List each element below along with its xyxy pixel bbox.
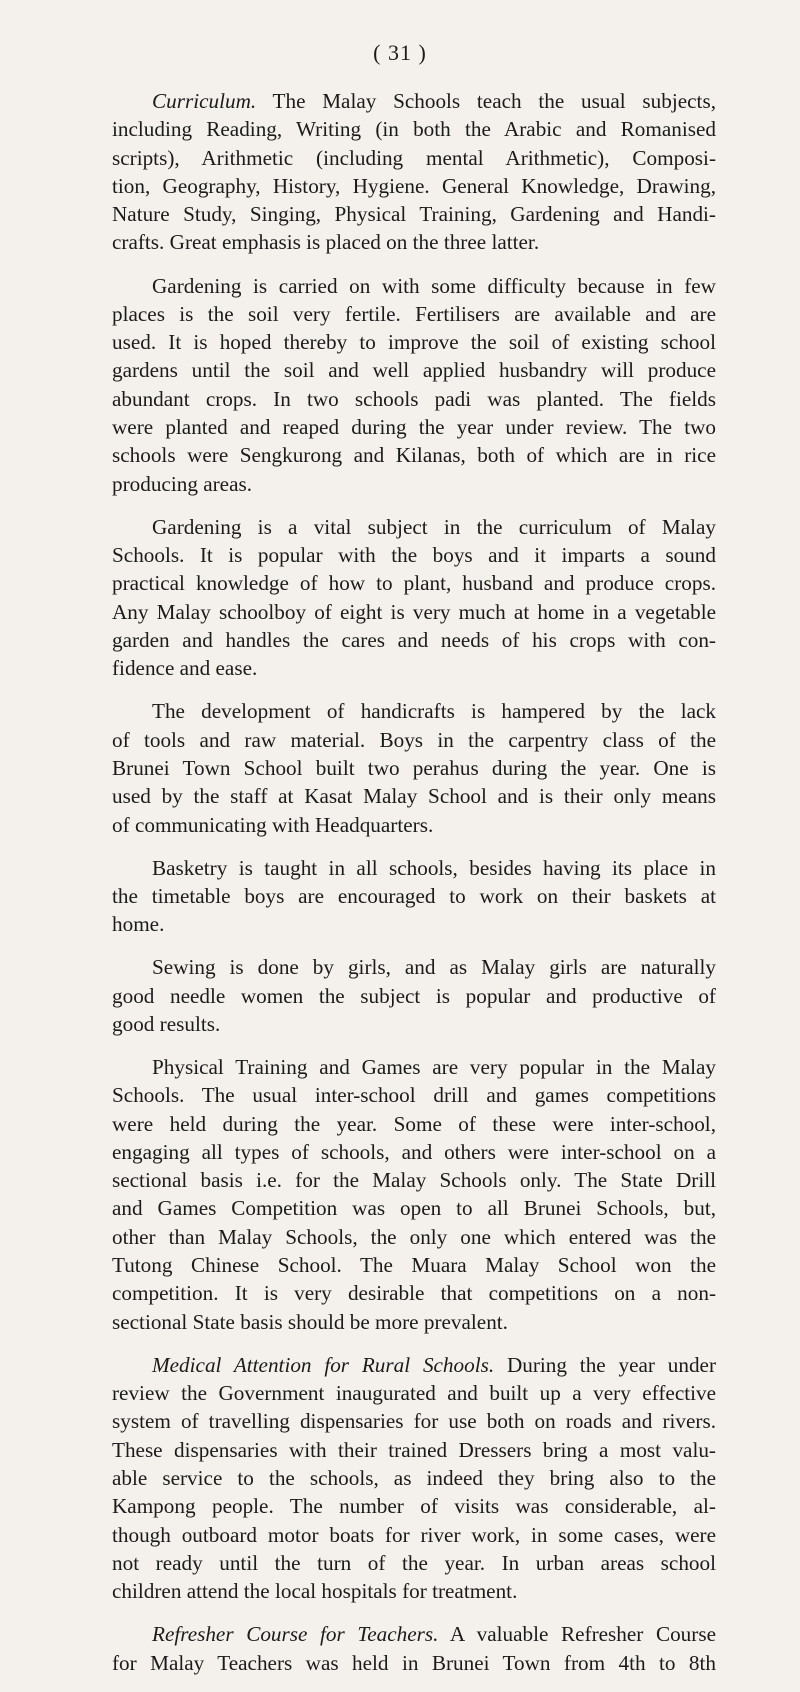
text-line	[112, 541, 716, 569]
text-line	[112, 300, 716, 328]
text-line	[112, 87, 716, 115]
text-line	[112, 115, 716, 143]
line-text: Basketry is taught in all schools, besides having its place in	[152, 855, 716, 880]
line-text: Physical Training and Games are very popular in the Malay	[152, 1054, 716, 1079]
paragraph	[112, 272, 716, 498]
line-text: including Reading, Writing (in both the Arabic and Romanised	[112, 117, 716, 142]
text-line	[112, 356, 716, 384]
line-text: Sewing is done by girls, and as Malay girls are naturally	[152, 955, 716, 980]
paragraph	[112, 513, 716, 683]
paragraph	[112, 1620, 716, 1677]
text-line	[112, 1436, 716, 1464]
line-text: crafts. Great emphasis is placed on the three latter.	[112, 230, 540, 255]
text-line	[112, 228, 716, 256]
text-line	[112, 1223, 716, 1251]
line-text: fidence and ease.	[112, 656, 258, 681]
line-text: used by the staff at Kasat Malay School and is their only means	[112, 784, 716, 809]
text-line	[112, 1464, 716, 1492]
page-number: ( 31 )	[373, 40, 427, 65]
line-text: practical knowledge of how to plant, husband and produce crops.	[112, 571, 716, 596]
text-line	[112, 1194, 716, 1222]
text-line	[112, 1351, 716, 1379]
text-line	[112, 1138, 716, 1166]
line-text: were held during the year. Some of these were inter-school,	[112, 1111, 716, 1136]
text-line	[112, 654, 716, 682]
text-line	[112, 1521, 716, 1549]
line-text: other than Malay Schools, the only one which entered was the	[112, 1224, 716, 1249]
text-line	[112, 626, 716, 654]
paragraph	[112, 87, 716, 257]
text-line	[112, 1166, 716, 1194]
line-text: of communicating with Headquarters.	[112, 812, 434, 837]
line-text: Brunei Town School built two perahus during the year. One is	[112, 755, 716, 780]
body-text	[112, 87, 716, 1692]
line-text: places is the soil very fertile. Fertilisers are available and are	[112, 301, 716, 326]
line-text: good results.	[112, 1011, 221, 1036]
paragraph-heading: Curriculum.	[152, 89, 257, 113]
text-line	[112, 272, 716, 300]
line-text: sectional basis i.e. for the Malay Schools only. The State Drill	[112, 1168, 716, 1193]
text-line	[112, 1492, 716, 1520]
text-line	[112, 1649, 716, 1677]
line-text: scripts), Arithmetic (including mental Arithmetic), Composi-	[112, 145, 716, 170]
text-line	[112, 754, 716, 782]
line-text: review the Government inaugurated and built up a very effective	[112, 1381, 716, 1406]
line-text: producing areas.	[112, 471, 253, 496]
line-text: The Malay Schools teach the usual subjects,	[256, 89, 716, 113]
line-text: not ready until the turn of the year. In urban areas school	[112, 1550, 716, 1575]
text-line	[112, 172, 716, 200]
text-line	[112, 882, 716, 910]
line-text: able service to the schools, as indeed they bring also to the	[112, 1465, 716, 1490]
line-text: Nature Study, Singing, Physical Training, Gardening and Handi-	[112, 202, 716, 227]
text-line	[112, 385, 716, 413]
line-text: sectional State basis should be more prevalent.	[112, 1309, 508, 1334]
line-text: The development of handicrafts is hampered by the lack	[152, 699, 716, 724]
line-text: tion, Geography, History, Hygiene. General Knowledge, Drawing,	[112, 173, 716, 198]
paragraph-heading: Medical Attention for Rural Schools.	[152, 1352, 495, 1377]
paragraph	[112, 1053, 716, 1336]
line-text: engaging all types of schools, and others were inter-school on a	[112, 1139, 716, 1164]
text-line	[112, 1549, 716, 1577]
text-line	[112, 854, 716, 882]
line-text: A valuable Refresher Course	[438, 1622, 716, 1647]
line-text: During the year under	[494, 1352, 717, 1377]
line-text: Tutong Chinese School. The Muara Malay School won the	[112, 1253, 716, 1278]
text-line	[112, 1379, 716, 1407]
paragraph-heading: Refresher Course for Teachers.	[152, 1622, 439, 1647]
paragraph	[112, 1351, 716, 1606]
text-line	[112, 1010, 716, 1038]
line-text: used. It is hoped thereby to improve the soil of existing school	[112, 330, 716, 355]
line-text: good needle women the subject is popular and productive of	[112, 983, 716, 1008]
line-text: Schools. It is popular with the boys and it imparts a sound	[112, 543, 716, 568]
line-text: for Malay Teachers was held in Brunei Town from 4th to 8th	[112, 1650, 716, 1675]
text-line	[112, 1251, 716, 1279]
line-text: Any Malay schoolboy of eight is very much at home in a vegetable	[112, 599, 716, 624]
line-text: and Games Competition was open to all Brunei Schools, but,	[112, 1196, 716, 1221]
text-line	[112, 144, 716, 172]
text-line	[112, 470, 716, 498]
text-line	[112, 598, 716, 626]
line-text: garden and handles the cares and needs of his crops with con-	[112, 627, 716, 652]
text-line	[112, 953, 716, 981]
text-line	[112, 441, 716, 469]
text-line	[112, 1308, 716, 1336]
paragraph	[112, 697, 716, 838]
text-line	[112, 782, 716, 810]
text-line	[112, 811, 716, 839]
text-line	[112, 413, 716, 441]
text-line	[112, 726, 716, 754]
text-line	[112, 1577, 716, 1605]
text-line	[112, 982, 716, 1010]
line-text: abundant crops. In two schools padi was planted. The fields	[112, 386, 716, 411]
text-line	[112, 697, 716, 725]
text-line	[112, 1110, 716, 1138]
text-line	[112, 513, 716, 541]
line-text: were planted and reaped during the year under review. The two	[112, 415, 716, 440]
line-text: These dispensaries with their trained Dressers bring a most valu-	[112, 1437, 716, 1462]
paragraph	[112, 854, 716, 939]
text-line	[112, 1407, 716, 1435]
text-line	[112, 910, 716, 938]
line-text: of tools and raw material. Boys in the carpentry class of the	[112, 727, 716, 752]
line-text: Gardening is carried on with some difficulty because in few	[152, 273, 716, 298]
line-text: Gardening is a vital subject in the curriculum of Malay	[152, 514, 716, 539]
line-text: schools were Sengkurong and Kilanas, both of which are in rice	[112, 443, 716, 468]
text-line	[112, 569, 716, 597]
text-line	[112, 1620, 716, 1648]
text-line	[112, 1053, 716, 1081]
line-text: though outboard motor boats for river work, in some cases, were	[112, 1522, 716, 1547]
text-line	[112, 200, 716, 228]
line-text: children attend the local hospitals for treatment.	[112, 1579, 518, 1604]
line-text: system of travelling dispensaries for use both on roads and rivers.	[112, 1409, 716, 1434]
text-line	[112, 1279, 716, 1307]
paragraph	[112, 953, 716, 1038]
text-line	[112, 328, 716, 356]
line-text: gardens until the soil and well applied husbandry will produce	[112, 358, 716, 383]
line-text: Kampong people. The number of visits was considerable, al-	[112, 1494, 716, 1519]
line-text: the timetable boys are encouraged to work on their baskets at	[112, 883, 716, 908]
line-text: home.	[112, 912, 165, 937]
line-text: Schools. The usual inter-school drill and games competitions	[112, 1083, 716, 1108]
text-line	[112, 1081, 716, 1109]
line-text: competition. It is very desirable that competitions on a non-	[112, 1281, 716, 1306]
